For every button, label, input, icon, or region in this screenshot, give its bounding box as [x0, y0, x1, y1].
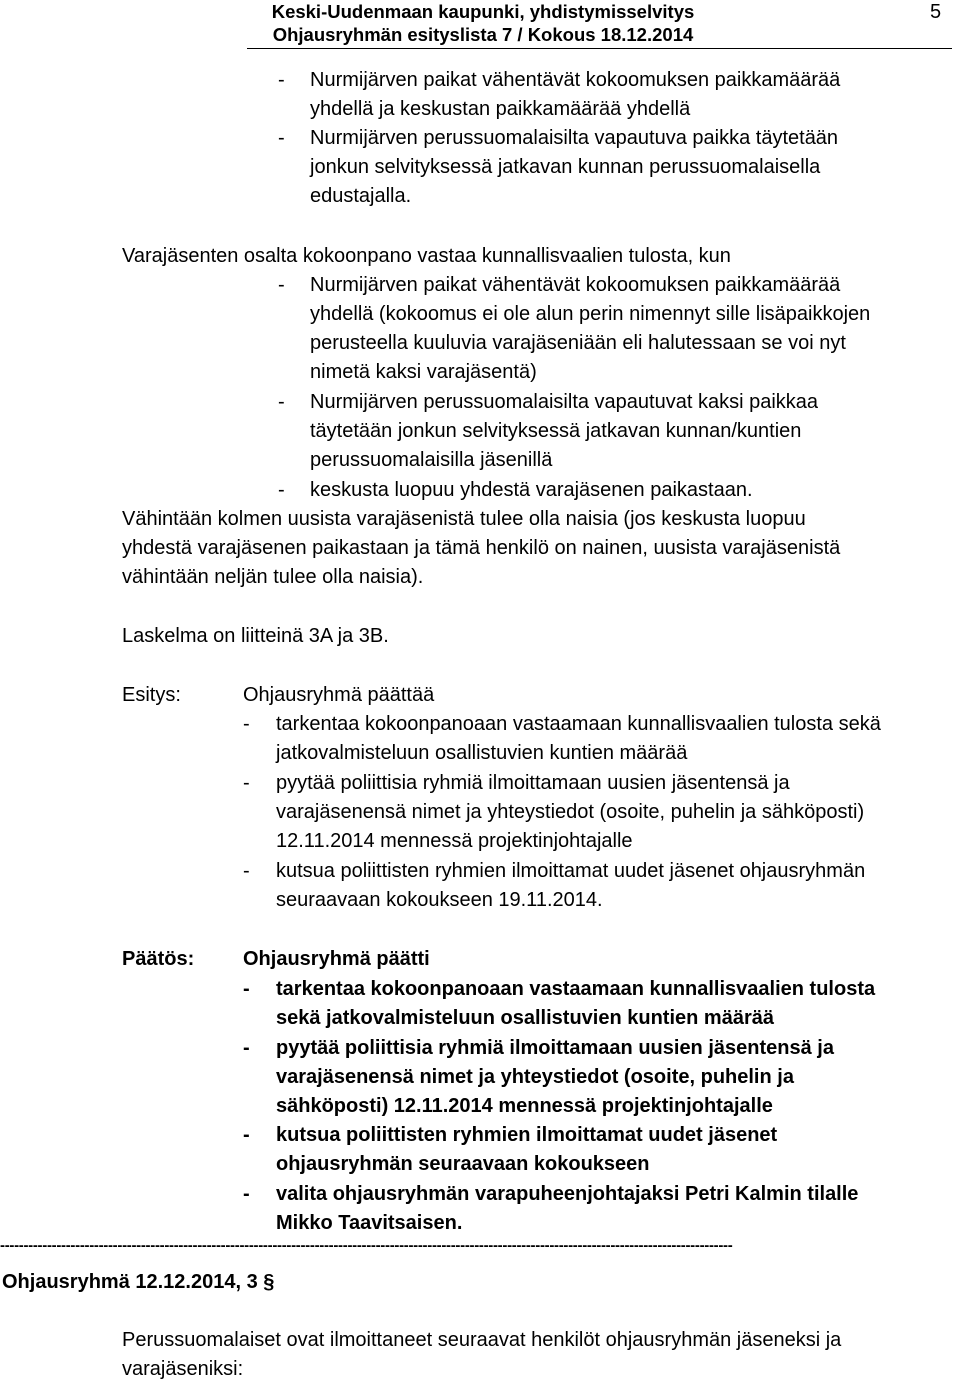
list-item-line: pyytää poliittisia ryhmiä ilmoittamaan uusien jäsentensä ja [276, 772, 790, 794]
list-item-line: jatkovalmisteluun osallistuvien kuntien määrää [276, 742, 688, 764]
list-item-line: Nurmijärven paikat vähentävät kokoomuksen paikkamäärää [310, 274, 841, 296]
decision-label: Päätös: [122, 948, 195, 970]
list-item-line: tarkentaa kokoonpanoaan vastaamaan kunnallisvaalien tulosta [276, 978, 876, 1000]
list-dash: - [243, 1037, 250, 1059]
list-dash: - [278, 127, 285, 149]
list-dash: - [243, 713, 250, 735]
list-item-line: yhdellä (kokoomus ei ole alun perin nimennyt sille lisäpaikkojen [310, 303, 871, 325]
list-item-line: keskusta luopuu yhdestä varajäsenen paikastaan. [310, 479, 753, 501]
list-dash: - [243, 772, 250, 794]
proposal-label: Esitys: [122, 684, 181, 706]
list-dash: - [278, 391, 285, 413]
list-item-line: Mikko Taavitsaisen. [276, 1212, 463, 1234]
list-dash: - [243, 1124, 250, 1146]
list-item-line: nimetä kaksi varajäsentä) [310, 361, 537, 383]
section-heading: Ohjausryhmä 12.12.2014, 3 § [2, 1271, 275, 1293]
header-organization: Keski-Uudenmaan kaupunki, yhdistymisselvitys [271, 1, 695, 22]
list-dash: - [243, 860, 250, 882]
list-dash: - [278, 274, 285, 296]
list-item-line: perusteella kuuluvia varajäseniään eli halutessaan se voi nyt [310, 332, 846, 354]
list-item-line: varajäsenensä nimet ja yhteystiedot (osoite, puhelin ja sähköposti) [276, 801, 865, 823]
list-item-line: kutsua poliittisten ryhmien ilmoittamat uudet jäsenet [276, 1124, 778, 1146]
appendix-note: Laskelma on liitteinä 3A ja 3B. [122, 625, 389, 647]
proposal-title: Ohjausryhmä päättää [243, 684, 435, 706]
list-item-line: perussuomalaisilla jäsenillä [310, 449, 553, 471]
list-dash: - [243, 978, 250, 1000]
list-dash: - [243, 1183, 250, 1205]
list-item-line: seuraavaan kokoukseen 19.11.2014. [276, 889, 603, 911]
list-item-line: kutsua poliittisten ryhmien ilmoittamat uudet jäsenet ohjausryhmän [276, 860, 866, 882]
paragraph-line: vähintään neljän tulee olla naisia). [122, 566, 424, 588]
list-item-line: valita ohjausryhmän varapuheenjohtajaksi Petri Kalmin tilalle [276, 1183, 859, 1205]
list-item-line: yhdellä ja keskustan paikkamäärää yhdellä [310, 98, 691, 120]
section-separator: ------------------------------------------------------------------------------------------------------------------------------------------------------------ [0, 1237, 733, 1254]
list-dash: - [278, 69, 285, 91]
paragraph-line: varajäseniksi: [122, 1358, 244, 1380]
list-item-line: pyytää poliittisia ryhmiä ilmoittamaan uusien jäsentensä ja [276, 1037, 834, 1059]
list-item-line: Nurmijärven perussuomalaisilta vapautuva paikka täytetään [310, 127, 839, 149]
paragraph-line: Perussuomalaiset ovat ilmoittaneet seuraavat henkilöt ohjausryhmän jäseneksi ja [122, 1329, 842, 1351]
list-item-line: Nurmijärven paikat vähentävät kokoomuksen paikkamäärää [310, 69, 841, 91]
list-item-line: edustajalla. [310, 185, 412, 207]
list-item-line: Nurmijärven perussuomalaisilta vapautuvat kaksi paikkaa [310, 391, 819, 413]
deputies-lead: Varajäsenten osalta kokoonpano vastaa kunnallisvaalien tulosta, kun [122, 245, 731, 267]
list-item-line: jonkun selvityksessä jatkavan kunnan perussuomalaisella [310, 156, 821, 178]
header-agenda-title: Ohjausryhmän esityslista 7 / Kokous 18.12.2014 [272, 24, 694, 45]
list-dash: - [278, 479, 285, 501]
list-item-line: 12.11.2014 mennessä projektinjohtajalle [276, 830, 633, 852]
list-item-line: sähköposti) 12.11.2014 mennessä projektinjohtajalle [276, 1095, 773, 1117]
header-rule [247, 48, 952, 49]
list-item-line: täytetään jonkun selvityksessä jatkavan kunnan/kuntien [310, 420, 802, 442]
paragraph-line: Vähintään kolmen uusista varajäsenistä tulee olla naisia (jos keskusta luopuu [122, 508, 806, 530]
list-item-line: varajäsenensä nimet ja yhteystiedot (osoite, puhelin ja [276, 1066, 794, 1088]
list-item-line: ohjausryhmän seuraavaan kokoukseen [276, 1153, 650, 1175]
list-item-line: tarkentaa kokoonpanoaan vastaamaan kunnallisvaalien tulosta sekä [276, 713, 881, 735]
list-item-line: sekä jatkovalmisteluun osallistuvien kuntien määrää [276, 1007, 774, 1029]
document-header [248, 0, 718, 46]
paragraph-line: yhdestä varajäsenen paikastaan ja tämä henkilö on nainen, uusista varajäsenistä [122, 537, 841, 559]
decision-title: Ohjausryhmä päätti [243, 948, 430, 970]
page-number: 5 [930, 1, 942, 23]
